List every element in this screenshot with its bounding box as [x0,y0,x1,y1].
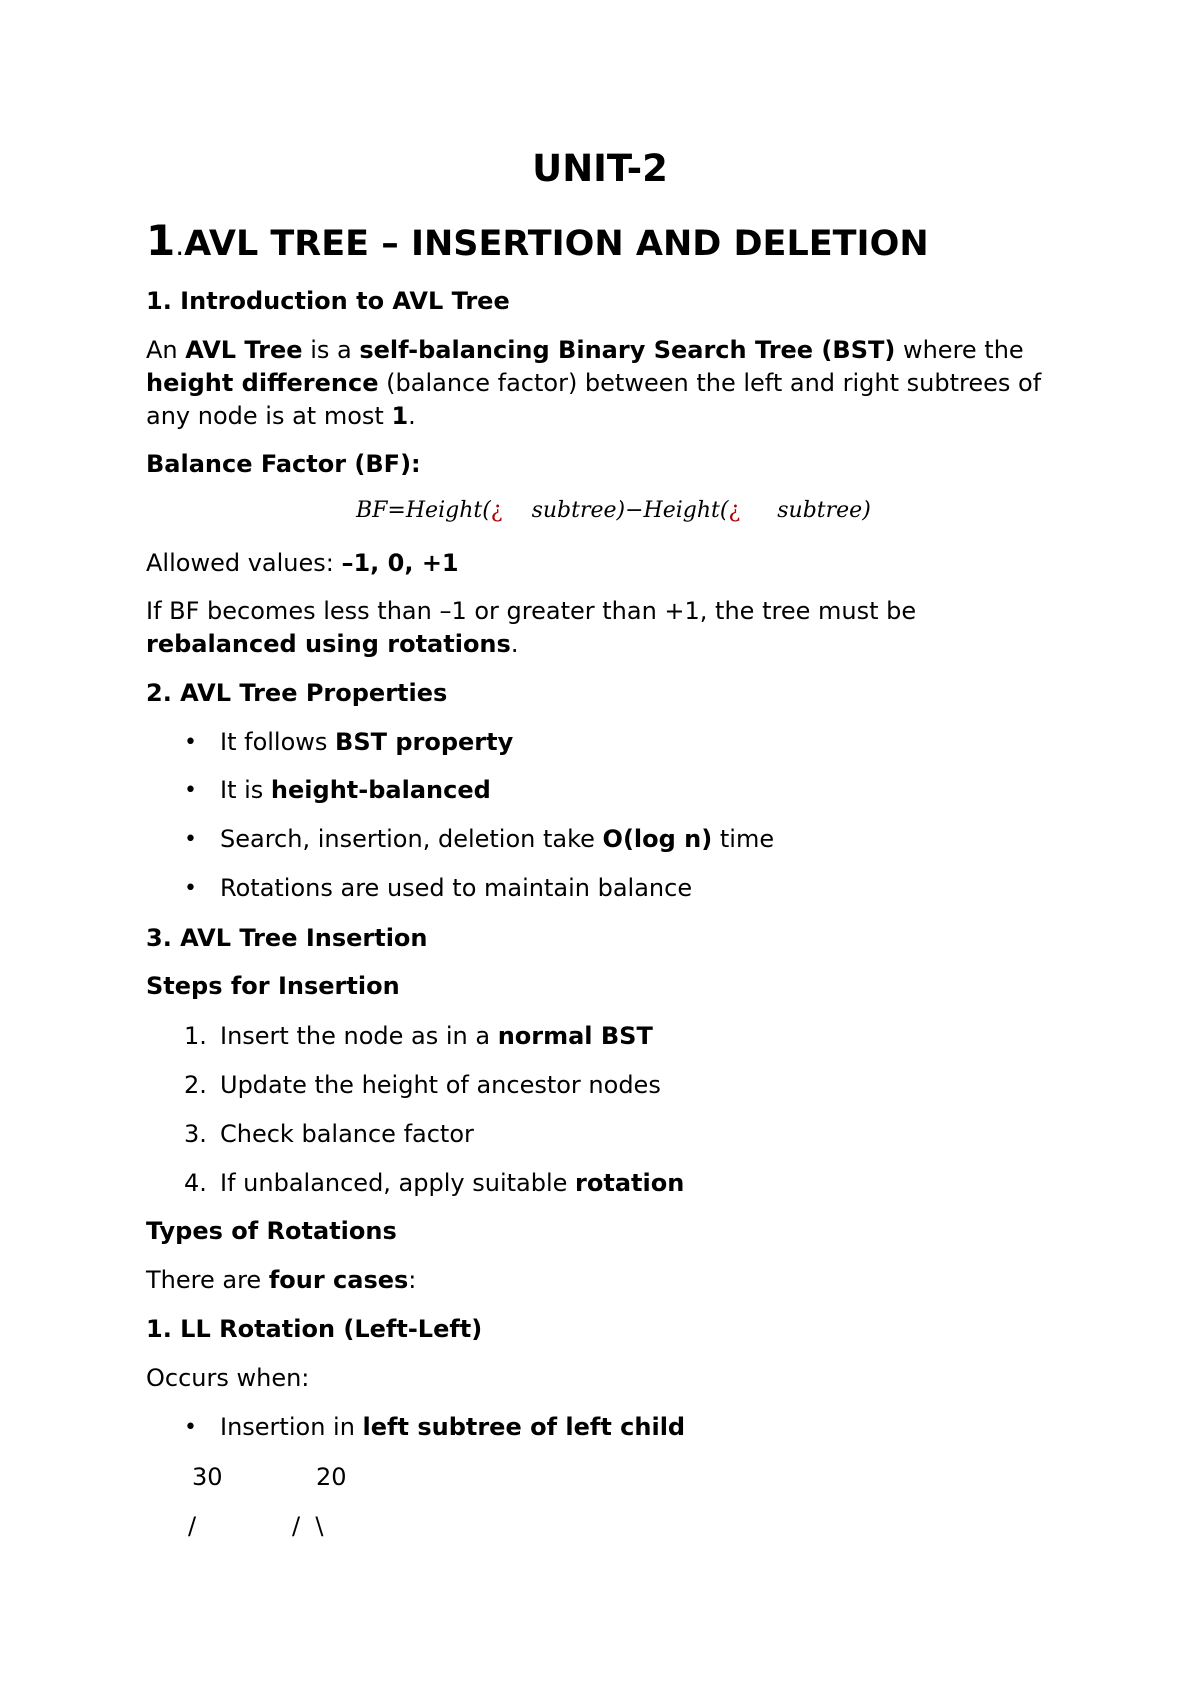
list-item: 2. Update the height of ancestor nodes [146,1069,1046,1102]
balance-factor-heading: Balance Factor (BF): [146,450,421,478]
rebalance-line-1: If BF becomes less than –1 or greater than +1, the tree must be [146,597,917,625]
list-item: • It follows BST property [146,726,1046,759]
insertion-heading: 3. AVL Tree Insertion [146,924,428,952]
list-item: 3. Check balance factor [146,1118,1046,1151]
rotations-heading: Types of Rotations [146,1217,397,1245]
step-number: 3. [184,1120,207,1148]
intro-paragraph-line-3: any node is at most 1. [146,402,416,430]
step-number: 4. [184,1169,207,1197]
formula-marker: ¿ [490,498,503,523]
list-item: 1. Insert the node as in a normal BST [146,1020,1046,1053]
balance-factor-formula: BF=Height(¿ subtree)−Height(¿ subtree) [356,498,871,523]
bullet-icon: • [184,876,197,901]
section-number: 1 [146,216,176,265]
tree-edges-right: / \ [292,1512,324,1540]
tree-node-30: 30 [192,1463,223,1491]
properties-heading: 2. AVL Tree Properties [146,679,448,707]
list-item: • Insertion in left subtree of left child [146,1411,1046,1444]
section-title: AVL TREE – INSERTION AND DELETION [184,224,929,264]
section-dot: . [175,229,185,262]
tree-edge-left: / [188,1512,197,1540]
section-heading [146,218,929,269]
list-item: • It is height-balanced [146,774,1046,807]
intro-paragraph-line-2: height difference (balance factor) between the left and right subtrees of [146,369,1042,397]
intro-paragraph-line-1: An AVL Tree is a self-balancing Binary Search Tree (BST) where the [146,336,1024,364]
cases-line: There are four cases: [146,1266,417,1294]
bullet-icon: • [184,1415,197,1440]
formula-marker: ¿ [728,498,741,523]
list-item: 4. If unbalanced, apply suitable rotation [146,1167,1046,1200]
step-number: 1. [184,1022,207,1050]
steps-heading: Steps for Insertion [146,972,400,1000]
step-number: 2. [184,1071,207,1099]
ll-rotation-heading: 1. LL Rotation (Left-Left) [146,1315,483,1343]
unit-title: UNIT-2 [532,147,668,190]
occurs-when: Occurs when: [146,1364,310,1392]
bullet-icon: • [184,827,197,852]
tree-node-20: 20 [316,1463,347,1491]
allowed-values: Allowed values: –1, 0, +1 [146,549,459,577]
list-item: • Search, insertion, deletion take O(log n) time [146,823,1046,856]
bullet-icon: • [184,730,197,755]
bullet-icon: • [184,778,197,803]
rebalance-line-2: rebalanced using rotations. [146,630,519,658]
list-item: • Rotations are used to maintain balance [146,872,1046,905]
intro-heading: 1. Introduction to AVL Tree [146,287,510,315]
